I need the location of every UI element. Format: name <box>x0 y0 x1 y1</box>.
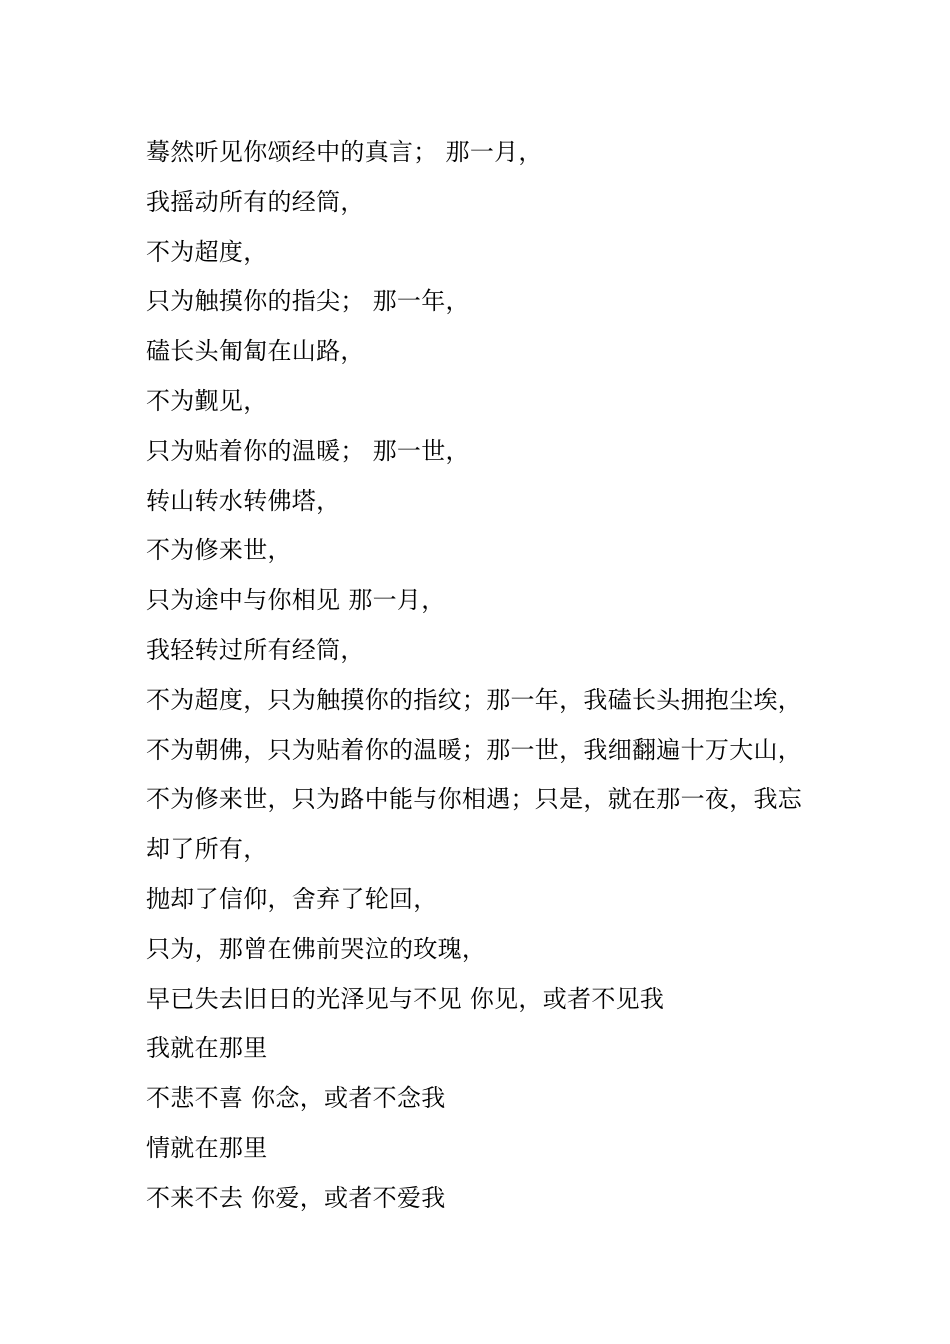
text-line: 情就在那里 <box>146 1133 268 1162</box>
text-line: 我摇动所有的经筒， <box>146 187 365 216</box>
text-line: 早已失去旧日的光泽见与不见 你见，或者不见我 <box>146 984 665 1013</box>
poem-text <box>146 128 836 1224</box>
text-line: 只为贴着你的温暖； 那一世， <box>146 436 470 465</box>
text-line: 却了所有， <box>146 835 268 864</box>
text-line: 不悲不喜 你念，或者不念我 <box>146 1084 446 1113</box>
text-line: 我就在那里 <box>146 1034 268 1063</box>
text-line: 不为超度， <box>146 237 268 266</box>
text-line: 只为触摸你的指尖； 那一年， <box>146 287 470 316</box>
text-line: 不为修来世，只为路中能与你相遇；只是，就在那一夜，我忘 <box>146 785 803 814</box>
text-line: 抛却了信仰，舍弃了轮回， <box>146 884 438 913</box>
text-line: 不来不去 你爱，或者不爱我 <box>146 1183 446 1212</box>
text-line: 不为修来世， <box>146 536 292 565</box>
text-line: 只为途中与你相见 那一月， <box>146 586 446 615</box>
text-line: 只为，那曾在佛前哭泣的玫瑰， <box>146 934 487 963</box>
text-line: 磕长头匍匐在山路， <box>146 337 365 366</box>
text-line: 我轻转过所有经筒， <box>146 635 365 664</box>
text-line: 不为朝佛，只为贴着你的温暖；那一世，我细翻遍十万大山， <box>146 735 803 764</box>
text-line: 不为觐见， <box>146 386 268 415</box>
text-line: 转山转水转佛塔， <box>146 486 341 515</box>
text-line: 不为超度，只为触摸你的指纹；那一年，我磕长头拥抱尘埃， <box>146 685 803 714</box>
text-line: 蓦然听见你颂经中的真言； 那一月， <box>146 138 543 166</box>
